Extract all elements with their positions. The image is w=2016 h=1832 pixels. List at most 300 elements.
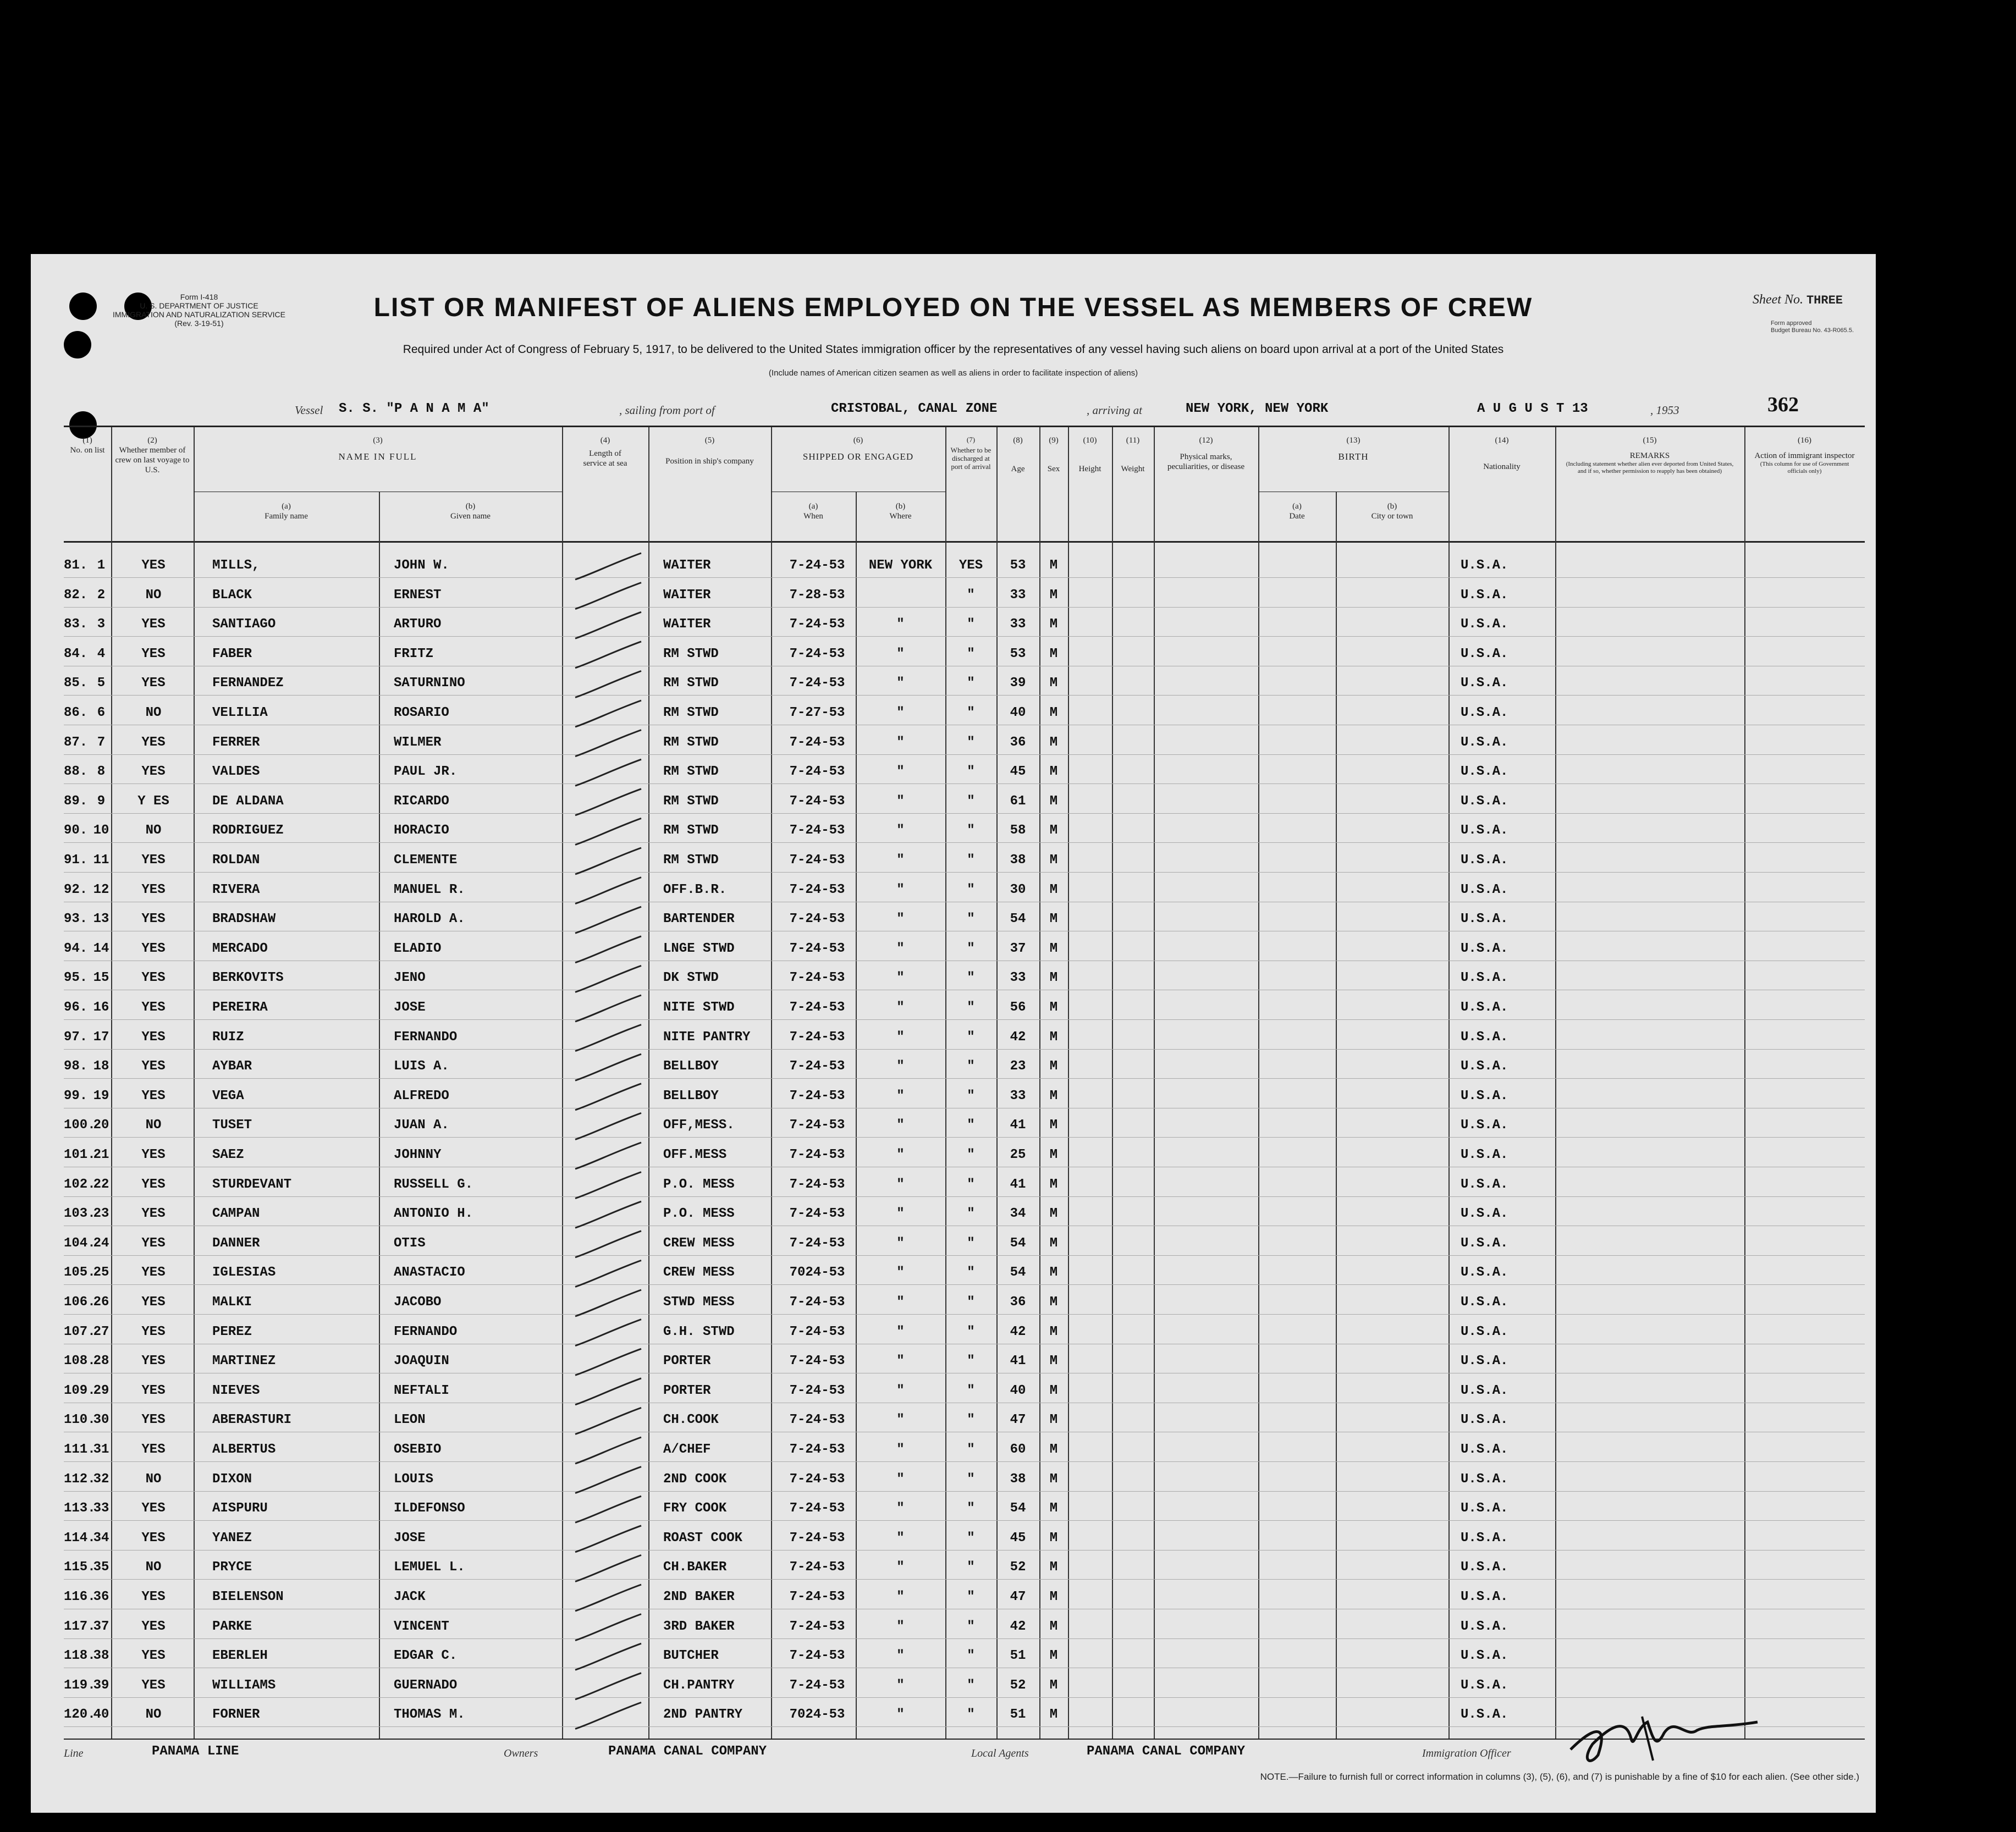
row-shipped-where: " xyxy=(896,970,905,985)
tick-mark xyxy=(575,759,641,786)
row-shipped-when: 7-24-53 xyxy=(789,1412,845,1427)
column-header-family-name xyxy=(194,501,379,521)
column-label: BIRTH xyxy=(1338,451,1369,462)
row-sex: M xyxy=(1049,1442,1058,1457)
column-header-inspector-action xyxy=(1744,435,1865,475)
form-approved-line: Form approved xyxy=(1770,320,1812,327)
row-given-name: ERNEST xyxy=(394,588,442,603)
row-position: RM STWD xyxy=(663,647,719,661)
row-sex: M xyxy=(1049,882,1058,897)
row-list-number: 17 xyxy=(93,1030,109,1045)
row-serial-number: 84. xyxy=(64,647,88,661)
row-discharged: " xyxy=(967,1000,975,1015)
row-age: 38 xyxy=(1010,1472,1026,1487)
page-title: LIST OR MANIFEST OF ALIENS EMPLOYED ON THE VESSEL AS MEMBERS OF CREW xyxy=(373,293,1533,322)
row-previous-voyage: YES xyxy=(141,1354,166,1369)
row-previous-voyage: YES xyxy=(141,735,166,750)
column-label: NAME IN FULL xyxy=(338,451,417,462)
row-previous-voyage: YES xyxy=(141,1000,166,1015)
row-shipped-where: " xyxy=(896,1325,905,1339)
column-divider xyxy=(1555,427,1556,1739)
row-sex: M xyxy=(1049,735,1058,750)
row-discharged: " xyxy=(967,1648,975,1663)
row-previous-voyage: YES xyxy=(141,1265,166,1280)
row-shipped-where: " xyxy=(896,1619,905,1634)
row-rule xyxy=(64,695,1865,696)
row-age: 47 xyxy=(1010,1590,1026,1604)
column-sub-label: When xyxy=(803,512,823,521)
row-shipped-when: 7-24-53 xyxy=(789,1531,845,1546)
row-position: P.O. MESS xyxy=(663,1177,735,1192)
column-label: Height xyxy=(1078,465,1101,473)
row-serial-number: 91. xyxy=(64,853,88,868)
row-discharged: " xyxy=(967,764,975,779)
row-nationality: U.S.A. xyxy=(1461,1472,1508,1487)
row-serial-number: 114. xyxy=(64,1531,96,1546)
column-sub-number: (a) xyxy=(282,502,291,511)
row-family-name: FERNANDEZ xyxy=(212,676,284,691)
row-family-name: FORNER xyxy=(212,1707,260,1722)
row-previous-voyage: NO xyxy=(145,1560,162,1575)
column-divider xyxy=(111,427,112,1739)
row-family-name: FABER xyxy=(212,647,252,661)
row-rule xyxy=(64,813,1865,814)
row-family-name: BLACK xyxy=(212,588,252,603)
row-age: 60 xyxy=(1010,1442,1026,1457)
row-rule xyxy=(64,1049,1865,1050)
row-list-number: 5 xyxy=(97,676,106,691)
row-nationality: U.S.A. xyxy=(1461,764,1508,779)
row-shipped-when: 7-24-53 xyxy=(789,1383,845,1398)
row-serial-number: 107. xyxy=(64,1325,96,1339)
row-previous-voyage: YES xyxy=(141,853,166,868)
row-rule xyxy=(64,1284,1865,1285)
page-number: 362 xyxy=(1767,393,1799,416)
row-shipped-when: 7-24-53 xyxy=(789,1295,845,1310)
row-family-name: CAMPAN xyxy=(212,1206,260,1221)
row-given-name: JOSE xyxy=(394,1531,426,1546)
row-shipped-where: NEW YORK xyxy=(868,558,933,573)
row-shipped-when: 7-24-53 xyxy=(789,853,845,868)
row-serial-number: 120. xyxy=(64,1707,96,1722)
officer-signature xyxy=(1560,1706,1780,1766)
row-given-name: WILMER xyxy=(394,735,442,750)
row-shipped-when: 7-24-53 xyxy=(789,1059,845,1074)
row-family-name: BRADSHAW xyxy=(212,912,276,926)
row-family-name: BERKOVITS xyxy=(212,970,284,985)
column-number: (13) xyxy=(1346,436,1360,445)
tick-mark xyxy=(575,848,641,874)
row-serial-number: 109. xyxy=(64,1383,96,1398)
tick-mark xyxy=(575,583,641,609)
column-label: Whether member of crew on last voyage to U.S. xyxy=(115,446,190,474)
row-family-name: MERCADO xyxy=(212,941,268,956)
row-shipped-when: 7-24-53 xyxy=(789,941,845,956)
row-position: RM STWD xyxy=(663,823,719,838)
row-family-name: SANTIAGO xyxy=(212,617,276,632)
tick-mark xyxy=(575,1673,641,1699)
row-discharged: " xyxy=(967,735,975,750)
row-age: 34 xyxy=(1010,1206,1026,1221)
row-position: PORTER xyxy=(663,1383,711,1398)
row-list-number: 9 xyxy=(97,794,106,809)
column-number: (5) xyxy=(704,436,715,445)
tick-mark xyxy=(575,1260,641,1287)
row-shipped-when: 7-24-53 xyxy=(789,735,845,750)
row-shipped-when: 7-24-53 xyxy=(789,558,845,573)
row-shipped-when: 7024-53 xyxy=(789,1707,845,1722)
row-rule xyxy=(64,842,1865,843)
row-sex: M xyxy=(1049,1560,1058,1575)
row-age: 45 xyxy=(1010,764,1026,779)
row-given-name: GUERNADO xyxy=(394,1678,458,1693)
row-shipped-when: 7-24-53 xyxy=(789,1147,845,1162)
row-position: WAITER xyxy=(663,588,711,603)
column-header-shipped xyxy=(771,435,945,462)
budget-bureau-line: Budget Bureau No. 43-R065.5. xyxy=(1770,327,1854,334)
vessel-name: S. S. "P A N A M A" xyxy=(339,401,489,416)
row-family-name: VELILIA xyxy=(212,705,268,720)
row-position: A/CHEF xyxy=(663,1442,711,1457)
row-family-name: VEGA xyxy=(212,1089,244,1103)
row-sex: M xyxy=(1049,1177,1058,1192)
row-rule xyxy=(64,1491,1865,1492)
row-sex: M xyxy=(1049,1147,1058,1162)
row-rule xyxy=(64,783,1865,784)
row-sex: M xyxy=(1049,1206,1058,1221)
row-given-name: FERNANDO xyxy=(394,1030,458,1045)
vessel-label: Vessel xyxy=(295,404,323,417)
row-shipped-when: 7-24-53 xyxy=(789,1030,845,1045)
row-age: 40 xyxy=(1010,705,1026,720)
row-shipped-where: " xyxy=(896,1560,905,1575)
column-sub-label: (Including statement whether alien ever deported from United States, and if so, whether permission to reapply has been obtained) xyxy=(1566,461,1734,474)
row-list-number: 15 xyxy=(93,970,109,985)
column-number: (16) xyxy=(1798,436,1811,445)
row-serial-number: 90. xyxy=(64,823,88,838)
row-nationality: U.S.A. xyxy=(1461,558,1508,573)
row-rule xyxy=(64,754,1865,755)
row-family-name: IGLESIAS xyxy=(212,1265,276,1280)
row-position: P.O. MESS xyxy=(663,1206,735,1221)
row-shipped-when: 7-27-53 xyxy=(789,705,845,720)
column-divider xyxy=(194,427,195,1739)
row-serial-number: 112. xyxy=(64,1472,96,1487)
row-sex: M xyxy=(1049,1531,1058,1546)
row-age: 42 xyxy=(1010,1619,1026,1634)
row-nationality: U.S.A. xyxy=(1461,1590,1508,1604)
row-position: OFF.MESS xyxy=(663,1147,727,1162)
header-rule xyxy=(64,426,1865,427)
row-serial-number: 87. xyxy=(64,735,88,750)
vessel-line xyxy=(295,401,1703,423)
row-family-name: SAEZ xyxy=(212,1147,244,1162)
column-label: Whether to be discharged at port of arrival xyxy=(950,446,992,471)
row-discharged: " xyxy=(967,823,975,838)
tick-mark xyxy=(575,965,641,992)
row-family-name: RUIZ xyxy=(212,1030,244,1045)
row-list-number: 36 xyxy=(93,1590,109,1604)
row-nationality: U.S.A. xyxy=(1461,676,1508,691)
row-shipped-where: " xyxy=(896,941,905,956)
row-serial-number: 89. xyxy=(64,794,88,809)
row-given-name: JUAN A. xyxy=(394,1118,449,1133)
row-position: OFF.B.R. xyxy=(663,882,727,897)
row-nationality: U.S.A. xyxy=(1461,647,1508,661)
column-header-age xyxy=(996,435,1039,474)
arriving-label: , arriving at xyxy=(1087,404,1142,417)
row-nationality: U.S.A. xyxy=(1461,588,1508,603)
row-previous-voyage: NO xyxy=(145,1472,162,1487)
column-label: Age xyxy=(1011,465,1025,473)
row-serial-number: 110. xyxy=(64,1412,96,1427)
tick-mark xyxy=(575,995,641,1022)
row-serial-number: 105. xyxy=(64,1265,96,1280)
row-list-number: 23 xyxy=(93,1206,109,1221)
row-family-name: STURDEVANT xyxy=(212,1177,292,1192)
row-previous-voyage: YES xyxy=(141,1412,166,1427)
row-previous-voyage: YES xyxy=(141,676,166,691)
column-header-discharged xyxy=(945,435,996,471)
row-rule xyxy=(64,1019,1865,1020)
line-value: PANAMA LINE xyxy=(152,1744,239,1759)
column-header-weight xyxy=(1112,435,1154,474)
row-position: NITE PANTRY xyxy=(663,1030,751,1045)
tick-mark xyxy=(575,642,641,668)
tick-mark xyxy=(575,553,641,580)
row-list-number: 34 xyxy=(93,1531,109,1546)
column-divider xyxy=(771,427,772,1739)
row-position: G.H. STWD xyxy=(663,1325,735,1339)
row-shipped-when: 7-24-53 xyxy=(789,1678,845,1693)
row-nationality: U.S.A. xyxy=(1461,1442,1508,1457)
tick-mark xyxy=(575,1496,641,1522)
row-given-name: OSEBIO xyxy=(394,1442,442,1457)
row-family-name: NIEVES xyxy=(212,1383,260,1398)
column-header-name xyxy=(194,435,562,462)
row-discharged: " xyxy=(967,882,975,897)
row-serial-number: 82. xyxy=(64,588,88,603)
tick-mark xyxy=(575,1378,641,1405)
row-position: RM STWD xyxy=(663,676,719,691)
row-shipped-where: " xyxy=(896,1442,905,1457)
tick-mark xyxy=(575,1526,641,1552)
column-number: (3) xyxy=(373,436,383,445)
row-discharged: " xyxy=(967,1531,975,1546)
row-shipped-where: " xyxy=(896,1531,905,1546)
tick-mark xyxy=(575,1555,641,1581)
row-previous-voyage: YES xyxy=(141,970,166,985)
row-age: 23 xyxy=(1010,1059,1026,1074)
row-discharged: YES xyxy=(959,558,983,573)
row-given-name: JACOBO xyxy=(394,1295,442,1310)
row-serial-number: 106. xyxy=(64,1295,96,1310)
row-family-name: VALDES xyxy=(212,764,260,779)
arrival-year: , 1953 xyxy=(1650,404,1679,417)
row-given-name: OTIS xyxy=(394,1236,426,1251)
row-shipped-where: " xyxy=(896,1590,905,1604)
row-nationality: U.S.A. xyxy=(1461,735,1508,750)
row-position: STWD MESS xyxy=(663,1295,735,1310)
column-number: (9) xyxy=(1049,436,1059,445)
row-given-name: LEMUEL L. xyxy=(394,1560,465,1575)
row-shipped-when: 7-24-53 xyxy=(789,823,845,838)
row-discharged: " xyxy=(967,1707,975,1722)
row-family-name: PARKE xyxy=(212,1619,252,1634)
row-serial-number: 100. xyxy=(64,1118,96,1133)
row-serial-number: 92. xyxy=(64,882,88,897)
row-serial-number: 98. xyxy=(64,1059,88,1074)
row-shipped-where: " xyxy=(896,1118,905,1133)
row-given-name: NEFTALI xyxy=(394,1383,449,1398)
column-divider xyxy=(1154,427,1155,1739)
row-given-name: JACK xyxy=(394,1590,426,1604)
row-sex: M xyxy=(1049,1590,1058,1604)
column-number: (2) xyxy=(147,436,157,445)
arrival-date: A U G U S T 13 xyxy=(1477,401,1588,416)
column-number: (6) xyxy=(853,436,863,445)
row-given-name: ILDEFONSO xyxy=(394,1501,465,1516)
sailing-port: CRISTOBAL, CANAL ZONE xyxy=(831,401,998,416)
row-age: 30 xyxy=(1010,882,1026,897)
row-serial-number: 113. xyxy=(64,1501,96,1516)
row-list-number: 40 xyxy=(93,1707,109,1722)
row-serial-number: 104. xyxy=(64,1236,96,1251)
row-sex: M xyxy=(1049,588,1058,603)
row-list-number: 30 xyxy=(93,1412,109,1427)
row-given-name: LUIS A. xyxy=(394,1059,449,1074)
tick-mark xyxy=(575,700,641,727)
owners-label: Owners xyxy=(504,1747,538,1759)
row-position: RM STWD xyxy=(663,853,719,868)
tick-mark xyxy=(575,1231,641,1257)
column-divider xyxy=(648,427,649,1739)
row-age: 53 xyxy=(1010,647,1026,661)
row-list-number: 37 xyxy=(93,1619,109,1634)
row-discharged: " xyxy=(967,1354,975,1369)
row-shipped-where: " xyxy=(896,1472,905,1487)
row-sex: M xyxy=(1049,1118,1058,1133)
row-discharged: " xyxy=(967,647,975,661)
row-given-name: ANTONIO H. xyxy=(394,1206,473,1221)
row-discharged: " xyxy=(967,794,975,809)
row-position: ROAST COOK xyxy=(663,1531,743,1546)
row-given-name: EDGAR C. xyxy=(394,1648,458,1663)
arriving-port: NEW YORK, NEW YORK xyxy=(1186,401,1329,416)
column-number: (10) xyxy=(1083,436,1097,445)
row-rule xyxy=(64,1137,1865,1138)
tick-mark xyxy=(575,1349,641,1375)
row-given-name: JOAQUIN xyxy=(394,1354,449,1369)
row-list-number: 4 xyxy=(97,647,106,661)
column-divider xyxy=(1112,427,1113,1739)
row-shipped-when: 7-24-53 xyxy=(789,1236,845,1251)
row-previous-voyage: NO xyxy=(145,1118,162,1133)
row-list-number: 25 xyxy=(93,1265,109,1280)
row-family-name: DANNER xyxy=(212,1236,260,1251)
row-sex: M xyxy=(1049,705,1058,720)
row-age: 54 xyxy=(1010,912,1026,926)
row-list-number: 20 xyxy=(93,1118,109,1133)
row-previous-voyage: YES xyxy=(141,1619,166,1634)
row-nationality: U.S.A. xyxy=(1461,1325,1508,1339)
row-discharged: " xyxy=(967,1089,975,1103)
row-list-number: 18 xyxy=(93,1059,109,1074)
row-discharged: " xyxy=(967,1442,975,1457)
row-list-number: 33 xyxy=(93,1501,109,1516)
tick-mark xyxy=(575,1054,641,1080)
row-position: WAITER xyxy=(663,617,711,632)
row-shipped-when: 7-24-53 xyxy=(789,1472,845,1487)
row-serial-number: 88. xyxy=(64,764,88,779)
row-discharged: " xyxy=(967,1206,975,1221)
row-given-name: ROSARIO xyxy=(394,705,449,720)
row-previous-voyage: YES xyxy=(141,1442,166,1457)
row-rule xyxy=(64,1461,1865,1462)
row-sex: M xyxy=(1049,912,1058,926)
row-sex: M xyxy=(1049,617,1058,632)
row-previous-voyage: YES xyxy=(141,1059,166,1074)
column-divider xyxy=(1448,427,1450,1739)
row-nationality: U.S.A. xyxy=(1461,1089,1508,1103)
row-discharged: " xyxy=(967,1147,975,1162)
row-list-number: 22 xyxy=(93,1177,109,1192)
row-age: 37 xyxy=(1010,941,1026,956)
row-discharged: " xyxy=(967,1059,975,1074)
row-previous-voyage: YES xyxy=(141,1678,166,1693)
row-serial-number: 102. xyxy=(64,1177,96,1192)
column-sub-number: (b) xyxy=(465,502,476,511)
tick-mark xyxy=(575,1320,641,1346)
row-sex: M xyxy=(1049,794,1058,809)
row-rule xyxy=(64,1520,1865,1521)
row-rule xyxy=(64,872,1865,873)
row-list-number: 27 xyxy=(93,1325,109,1339)
row-nationality: U.S.A. xyxy=(1461,1118,1508,1133)
row-sex: M xyxy=(1049,676,1058,691)
row-nationality: U.S.A. xyxy=(1461,970,1508,985)
row-shipped-when: 7-28-53 xyxy=(789,588,845,603)
row-age: 41 xyxy=(1010,1118,1026,1133)
row-previous-voyage: YES xyxy=(141,1383,166,1398)
row-discharged: " xyxy=(967,912,975,926)
row-family-name: RODRIGUEZ xyxy=(212,823,284,838)
row-shipped-where: " xyxy=(896,823,905,838)
row-sex: M xyxy=(1049,1648,1058,1663)
row-serial-number: 103. xyxy=(64,1206,96,1221)
column-number: (7) xyxy=(966,435,976,444)
row-position: WAITER xyxy=(663,558,711,573)
row-previous-voyage: YES xyxy=(141,912,166,926)
column-header-no xyxy=(64,435,111,455)
row-nationality: U.S.A. xyxy=(1461,1177,1508,1192)
row-shipped-where: " xyxy=(896,1030,905,1045)
row-previous-voyage: NO xyxy=(145,588,162,603)
row-nationality: U.S.A. xyxy=(1461,705,1508,720)
row-shipped-where: " xyxy=(896,912,905,926)
row-previous-voyage: YES xyxy=(141,1030,166,1045)
row-family-name: MARTINEZ xyxy=(212,1354,276,1369)
row-shipped-where: " xyxy=(896,1147,905,1162)
row-nationality: U.S.A. xyxy=(1461,1000,1508,1015)
row-previous-voyage: YES xyxy=(141,647,166,661)
row-sex: M xyxy=(1049,941,1058,956)
row-sex: M xyxy=(1049,1265,1058,1280)
row-serial-number: 118. xyxy=(64,1648,96,1663)
column-label: Weight xyxy=(1121,465,1145,473)
row-shipped-where: " xyxy=(896,1236,905,1251)
tick-mark xyxy=(575,1084,641,1110)
